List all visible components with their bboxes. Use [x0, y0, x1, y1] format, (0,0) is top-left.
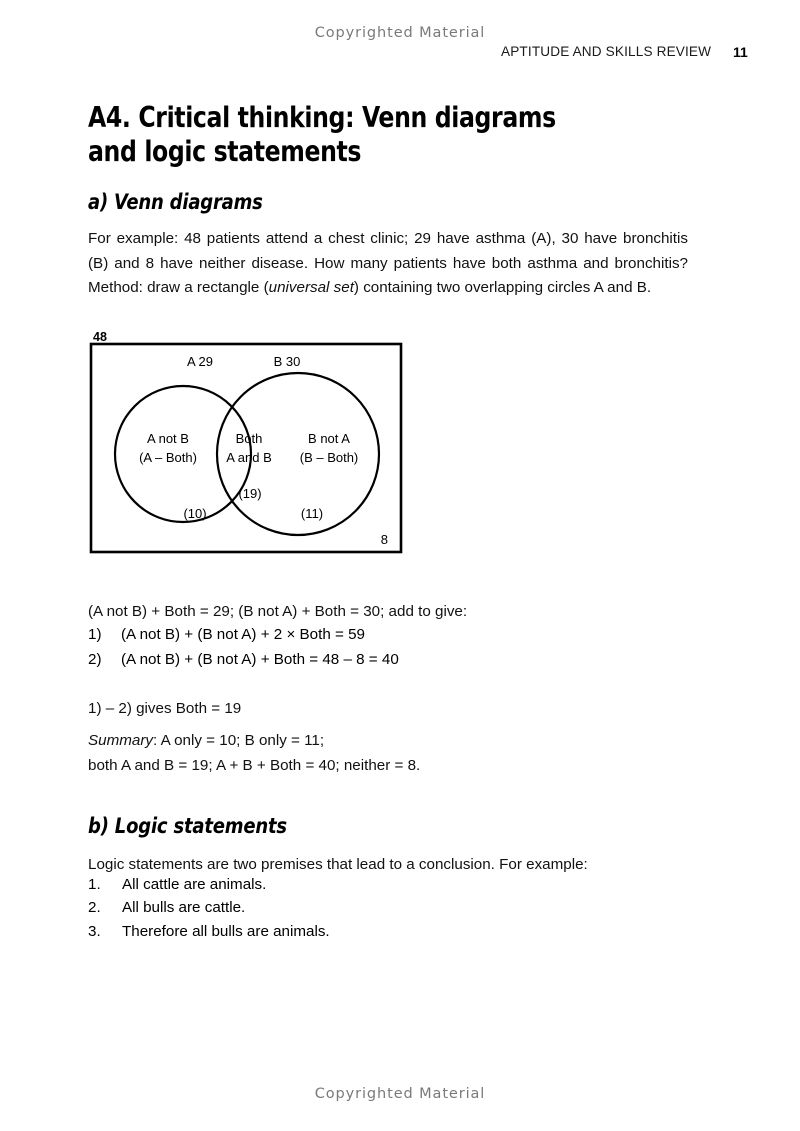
section-heading-logic-statements: b) Logic statements — [88, 813, 287, 839]
equation-text: (A not B) + (B not A) + 2 × Both = 59 — [121, 626, 365, 643]
venn-diagram-svg — [84, 326, 414, 561]
region-a-only-value: (10) — [183, 506, 207, 521]
region-both-line1: Both — [235, 431, 263, 446]
circle-a-label: A 29 — [186, 354, 214, 369]
copyright-watermark-bottom: Copyrighted Material — [314, 1086, 486, 1102]
summary-paragraph — [88, 729, 688, 778]
equation-number: 1) — [88, 626, 102, 643]
region-a-only-line2: (A – Both) — [139, 450, 197, 465]
list-item-text: Therefore all bulls are animals. — [122, 922, 330, 940]
list-item-number: 2. — [88, 899, 101, 917]
list-item-text: All cattle are animals. — [122, 876, 267, 893]
page-number: 11 — [733, 44, 748, 60]
intro-text-part1: For example: 48 patients attend a chest clinic; 29 have asthma (A), 30 have bronchitis (B) and 8 have neither disease. How many patients have both asthma and bronchitis? Method: draw a rectangle ( — [88, 230, 688, 297]
equation-row — [88, 648, 688, 673]
section-heading-venn-diagrams: a) Venn diagrams — [88, 189, 263, 215]
list-item — [88, 920, 688, 943]
region-both-line2: A and B — [226, 450, 272, 465]
circle-b-label: B 30 — [273, 354, 301, 369]
equation-text: (A not B) + (B not A) + Both = 48 – 8 = 40 — [121, 650, 399, 668]
equation-number: 2) — [88, 650, 102, 668]
equation-list — [88, 623, 688, 672]
intro-paragraph — [88, 227, 688, 301]
copyright-watermark-top: Copyrighted Material — [314, 25, 486, 41]
running-head — [0, 44, 800, 62]
universal-set-label: 48 — [93, 330, 107, 344]
intro-text-italic: universal set — [268, 279, 354, 297]
intro-text-part2: ) containing two overlapping circles A and B. — [353, 279, 652, 297]
page-title: A4. Critical thinking: Venn diagrams and logic statements — [88, 101, 556, 169]
summary-label: Summary — [88, 732, 153, 750]
equation-lead-line: (A not B) + Both = 29; (B not A) + Both = 30; add to give: — [88, 603, 468, 621]
region-b-only-line1: B not A — [308, 431, 350, 446]
list-item-number: 3. — [88, 922, 101, 940]
neither-label: 8 — [380, 532, 388, 547]
list-item — [88, 873, 688, 896]
summary-line2: both A and B = 19; A + B + Both = 40; neither = 8. — [88, 756, 421, 774]
region-b-only-line2: (B – Both) — [299, 450, 359, 465]
universal-set-rectangle — [91, 344, 401, 552]
region-a-only-line1: A not B — [147, 431, 189, 446]
region-both-value: (19) — [238, 486, 262, 501]
list-item — [88, 896, 688, 919]
region-b-only-value: (11) — [300, 506, 324, 521]
equation-row — [88, 623, 688, 648]
summary-line1: : A only = 10; B only = 11; — [152, 732, 325, 750]
list-item-text: All bulls are cattle. — [122, 899, 246, 917]
logic-intro-paragraph: Logic statements are two premises that lead to a conclusion. For example: — [88, 856, 588, 874]
logic-statement-list — [88, 873, 688, 943]
running-head-title: APTITUDE AND SKILLS REVIEW — [501, 44, 712, 59]
venn-diagram-figure — [84, 326, 414, 561]
list-item-number: 1. — [88, 876, 101, 893]
result-line: 1) – 2) gives Both = 19 — [88, 700, 242, 718]
